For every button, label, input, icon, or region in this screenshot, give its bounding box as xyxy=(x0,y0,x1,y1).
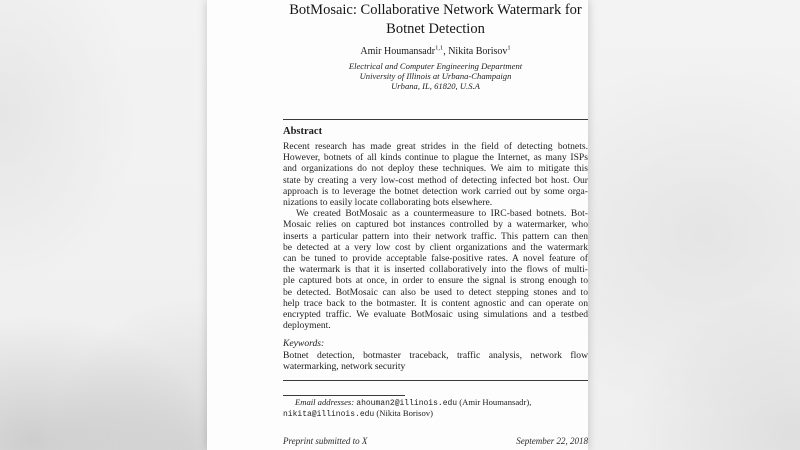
footer-date: September 22, 2018 xyxy=(516,436,588,446)
keywords-section xyxy=(283,338,588,372)
affiliation-block xyxy=(283,61,588,91)
abstract-line: deployment. xyxy=(283,320,331,332)
author-1-email-name: (Amir Houmansadr), xyxy=(459,397,532,408)
author-1-email: ahouman2@illinois.edu xyxy=(356,399,458,409)
email-footnote xyxy=(283,398,588,420)
abstract-line: However, botnets of all kinds continue to plague the Internet, as many ISPs xyxy=(283,152,588,164)
paper-title-line2: Botnet Detection xyxy=(386,21,485,37)
author-1-affiliation-mark: 1,1 xyxy=(435,44,444,52)
keywords-label: Keywords: xyxy=(283,338,325,350)
footnote-rule xyxy=(283,395,405,396)
paper-title xyxy=(283,1,588,39)
author-2-email: nikita@illinois.edu xyxy=(283,409,375,419)
abstract-line: inserts a particular pattern into their network traffic. This pattern can then xyxy=(283,230,588,242)
affiliation-university: University of Illinois at Urbana-Champaign xyxy=(359,71,512,81)
abstract-line: approach is to leverage the botnet detection work carried out by some orga- xyxy=(283,185,588,197)
abstract-line: help trace back to the botmaster. It is content agnostic and can operate on xyxy=(283,297,588,309)
abstract-top-rule xyxy=(283,119,588,120)
abstract-line: Recent research has made great strides in the field of detecting botnets. xyxy=(283,141,588,152)
paper-content-column xyxy=(283,0,588,450)
paper-page xyxy=(207,0,588,450)
page-footer xyxy=(283,436,588,446)
abstract-line: encrypted traffic. We evaluate BotMosaic using simulations and a testbed xyxy=(283,309,588,321)
email-addresses-label: Email addresses: xyxy=(295,397,355,408)
abstract-heading: Abstract xyxy=(283,126,323,137)
author-separator: , xyxy=(443,46,449,57)
abstract-line: be detected. BotMosaic can also be used to detect stepping stones and to xyxy=(283,286,588,298)
authors-line xyxy=(283,46,588,58)
abstract-line: nizations to easily locate collaborating bots elsewhere. xyxy=(283,197,493,209)
affiliation-department: Electrical and Computer Engineering Department xyxy=(348,61,523,71)
abstract-line: the watermark is that it is inserted collaboratively into the flows of multi- xyxy=(283,264,588,276)
paper-title-line1: BotMosaic: Collaborative Network Watermark for xyxy=(289,2,582,18)
preprint-submitted-note: Preprint submitted to X xyxy=(283,436,368,446)
author-2-affiliation-mark: 1 xyxy=(507,44,511,52)
abstract-paragraph-1 xyxy=(283,141,588,208)
abstract-line: and organizations do not deploy these techniques. We aim to mitigate this xyxy=(283,163,588,175)
abstract-line: be detected at a very low cost by client organizations and the watermark xyxy=(283,241,588,253)
keywords-line: Botnet detection, botmaster traceback, traffic analysis, network flow xyxy=(283,349,588,361)
footnote-line xyxy=(283,409,588,420)
footnote-line xyxy=(283,398,588,409)
affiliation-location: Urbana, IL, 61820, U.S.A xyxy=(391,81,480,91)
keywords-line: watermarking, network security xyxy=(283,360,406,372)
abstract-line: We created BotMosaic as a countermeasure to IRC-based botnets. Bot- xyxy=(296,208,588,220)
author-2-email-name: (Nikita Borisov) xyxy=(376,407,433,418)
abstract-paragraph-2 xyxy=(283,208,588,331)
abstract-line: state by creating a very low-cost method of detecting infected bot host. Our xyxy=(283,174,588,186)
abstract-line: Mosaic relies on captured bot instances controlled by a watermarker, who xyxy=(283,219,588,231)
abstract-bottom-rule xyxy=(283,380,588,381)
abstract-line: ple captured bots at once, in order to ensure the signal is strong enough to xyxy=(283,275,588,287)
author-1-name: Amir Houmansadr xyxy=(360,46,436,57)
author-2-name: Nikita Borisov xyxy=(448,46,508,57)
abstract-line: can be tuned to provide acceptable false-positive rates. A novel feature of xyxy=(283,253,588,265)
